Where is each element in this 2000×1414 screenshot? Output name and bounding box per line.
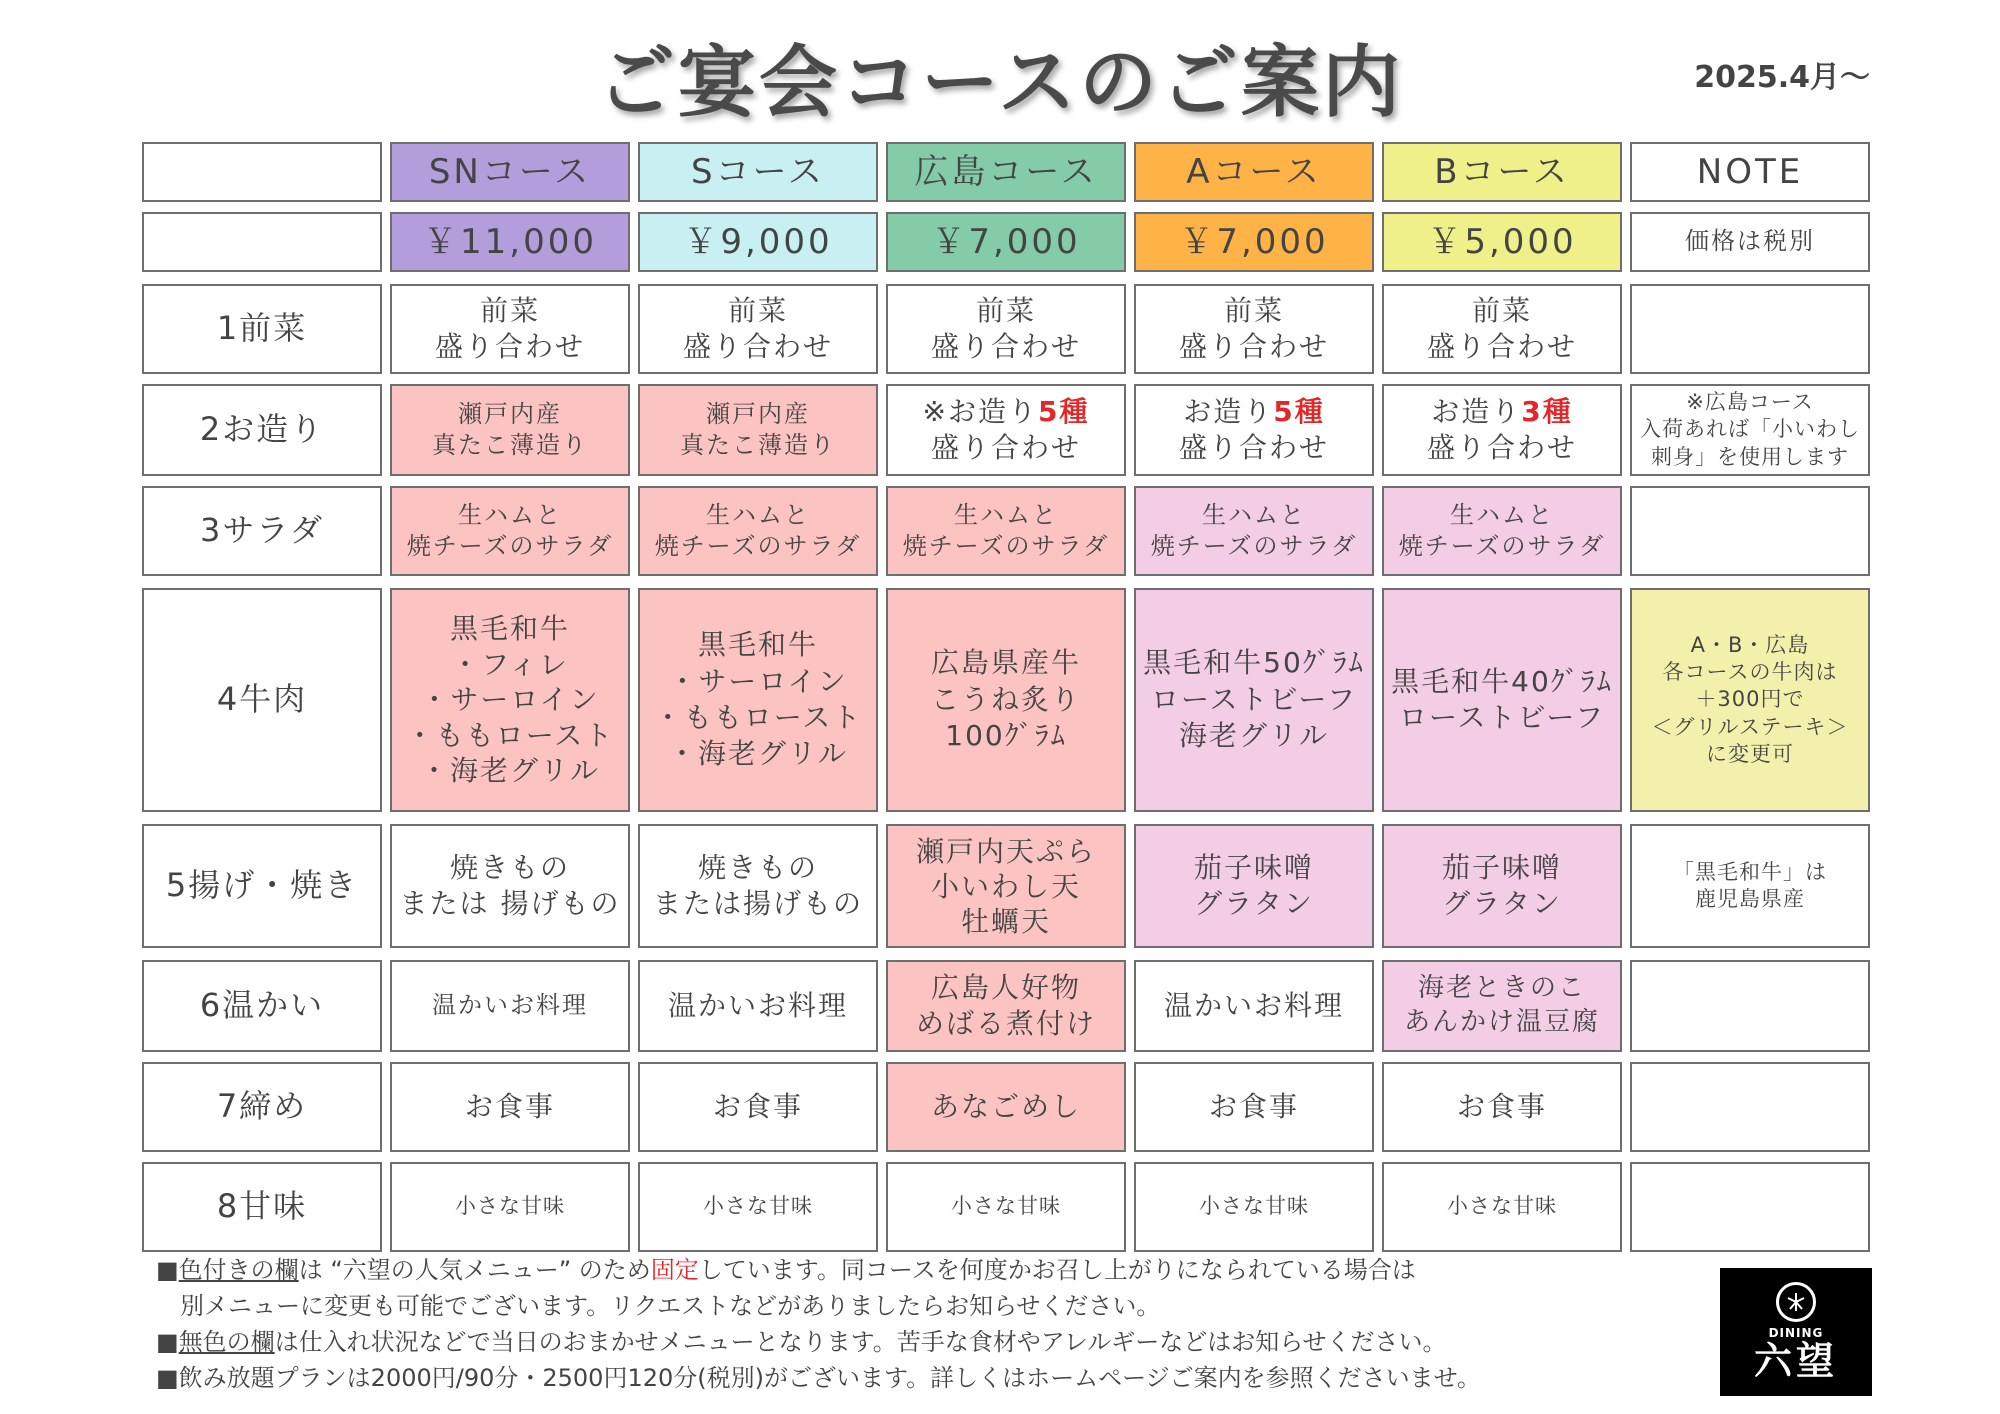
menu-cell: 黒毛和牛 ・フィレ ・サーロイン ・ももロースト ・海老グリル xyxy=(390,588,630,812)
menu-cell: 茄子味噌 グラタン xyxy=(1382,824,1622,948)
note-cell xyxy=(1630,960,1870,1052)
note-cell xyxy=(1630,1162,1870,1252)
note-cell: A・B・広島 各コースの牛肉は ＋300円で ＜グリルステーキ＞ に変更可 xyxy=(1630,588,1870,812)
menu-cell: 前菜 盛り合わせ xyxy=(390,284,630,374)
row-label-beef: 4牛肉 xyxy=(142,588,382,812)
menu-cell: 焼きもの または 揚げもの xyxy=(390,824,630,948)
menu-cell: 前菜 盛り合わせ xyxy=(1134,284,1374,374)
price-hiroshima: ￥7,000 xyxy=(886,212,1126,272)
menu-cell: 黒毛和牛50ｸﾞﾗﾑ ローストビーフ 海老グリル xyxy=(1134,588,1374,812)
menu-cell: お食事 xyxy=(390,1062,630,1152)
menu-cell: 生ハムと 焼チーズのサラダ xyxy=(886,486,1126,576)
footnote-2: ■無色の欄は仕入れ状況などで当日のおまかせメニューとなります。苦手な食材やアレルギーなどはお知らせください。 xyxy=(156,1328,1447,1356)
sashimi-suffix: 盛り合わせ xyxy=(1426,431,1577,464)
menu-cell: あなごめし xyxy=(886,1062,1126,1152)
row-label-appetizer: 1前菜 xyxy=(142,284,382,374)
sashimi-prefix: ※お造り xyxy=(922,394,1038,428)
menu-cell: お食事 xyxy=(1382,1062,1622,1152)
colored-cells-term: 色付きの欄 xyxy=(178,1256,299,1284)
date-label: 2025.4月〜 xyxy=(1694,60,1870,95)
price-b: ￥5,000 xyxy=(1382,212,1622,272)
sashimi-count: 3種 xyxy=(1521,394,1573,428)
row-label-dessert: 8甘味 xyxy=(142,1162,382,1252)
course-header-a: Aコース xyxy=(1134,142,1374,202)
row-label-fried-grilled: 5揚げ・焼き xyxy=(142,824,382,948)
crest-icon xyxy=(1776,1282,1816,1322)
course-header-b: Bコース xyxy=(1382,142,1622,202)
menu-cell: 生ハムと 焼チーズのサラダ xyxy=(638,486,878,576)
menu-cell xyxy=(1382,384,1622,476)
row-label-finish: 7締め xyxy=(142,1062,382,1152)
menu-cell: 前菜 盛り合わせ xyxy=(1382,284,1622,374)
price-s: ￥9,000 xyxy=(638,212,878,272)
price-a: ￥7,000 xyxy=(1134,212,1374,272)
row-label-salad: 3サラダ xyxy=(142,486,382,576)
header-blank xyxy=(142,142,382,202)
sashimi-suffix: 盛り合わせ xyxy=(930,431,1081,464)
menu-cell: 生ハムと 焼チーズのサラダ xyxy=(1134,486,1374,576)
restaurant-logo xyxy=(1720,1268,1872,1396)
menu-cell: 黒毛和牛40ｸﾞﾗﾑ ローストビーフ xyxy=(1382,588,1622,812)
menu-cell: 小さな甘味 xyxy=(390,1162,630,1252)
menu-cell: 広島人好物 めばる煮付け xyxy=(886,960,1126,1052)
menu-cell: 小さな甘味 xyxy=(638,1162,878,1252)
footnote-1-cont: 別メニューに変更も可能でございます。リクエストなどがありましたらお知らせください。 xyxy=(180,1292,1161,1320)
note-cell: ※広島コース 入荷あれば「小いわし 刺身」を使用します xyxy=(1630,384,1870,476)
row-label-sashimi: 2お造り xyxy=(142,384,382,476)
menu-cell: お食事 xyxy=(638,1062,878,1152)
logo-dining-text: DINING xyxy=(1768,1326,1824,1340)
note-cell xyxy=(1630,486,1870,576)
sashimi-prefix: お造り xyxy=(1431,394,1522,428)
menu-cell: 広島県産牛 こうね炙り 100ｸﾞﾗﾑ xyxy=(886,588,1126,812)
sashimi-count: 5種 xyxy=(1037,394,1090,428)
menu-cell: お食事 xyxy=(1134,1062,1374,1152)
menu-cell xyxy=(886,384,1126,476)
price-note: 価格は税別 xyxy=(1630,212,1870,272)
sashimi-count: 5種 xyxy=(1273,394,1325,428)
menu-cell: 生ハムと 焼チーズのサラダ xyxy=(1382,486,1622,576)
menu-cell: 瀬戸内産 真たこ薄造り xyxy=(390,384,630,476)
sashimi-prefix: お造り xyxy=(1183,394,1274,428)
course-header-s: Sコース xyxy=(638,142,878,202)
course-header-note: NOTE xyxy=(1630,142,1870,202)
menu-cell: 海老ときのこ あんかけ温豆腐 xyxy=(1382,960,1622,1052)
uncolored-cells-term: 無色の欄 xyxy=(178,1328,275,1356)
menu-cell xyxy=(1134,384,1374,476)
menu-cell: 前菜 盛り合わせ xyxy=(886,284,1126,374)
menu-cell: 小さな甘味 xyxy=(1382,1162,1622,1252)
menu-cell: 小さな甘味 xyxy=(886,1162,1126,1252)
menu-cell: 温かいお料理 xyxy=(390,960,630,1052)
note-cell xyxy=(1630,284,1870,374)
menu-cell: 茄子味噌 グラタン xyxy=(1134,824,1374,948)
menu-cell: 温かいお料理 xyxy=(638,960,878,1052)
note-cell: 「黒毛和牛」は 鹿児島県産 xyxy=(1630,824,1870,948)
menu-cell: 前菜 盛り合わせ xyxy=(638,284,878,374)
course-header-hiroshima: 広島コース xyxy=(886,142,1126,202)
menu-cell: 小さな甘味 xyxy=(1134,1162,1374,1252)
logo-brand-text: 六望 xyxy=(1753,1339,1838,1383)
price-sn: ￥11,000 xyxy=(390,212,630,272)
menu-cell: 焼きもの または揚げもの xyxy=(638,824,878,948)
footnote-1: ■色付きの欄は “六望の人気メニュー” のため固定しています。同コースを何度かお召し上がりになられている場合は xyxy=(156,1256,1416,1284)
price-blank xyxy=(142,212,382,272)
menu-cell: 黒毛和牛 ・サーロイン ・ももロースト ・海老グリル xyxy=(638,588,878,812)
row-label-warm: 6温かい xyxy=(142,960,382,1052)
note-cell xyxy=(1630,1062,1870,1152)
fixed-term: 固定 xyxy=(650,1256,699,1284)
footnotes xyxy=(156,1252,1481,1396)
menu-cell: 瀬戸内産 真たこ薄造り xyxy=(638,384,878,476)
menu-cell: 生ハムと 焼チーズのサラダ xyxy=(390,486,630,576)
footnote-3: ■飲み放題プランは2000円/90分・2500円120分(税別)がございます。詳しくはホームページご案内を参照くださいませ。 xyxy=(156,1364,1481,1392)
course-header-sn: SNコース xyxy=(390,142,630,202)
menu-cell: 瀬戸内天ぷら 小いわし天 牡蠣天 xyxy=(886,824,1126,948)
sashimi-suffix: 盛り合わせ xyxy=(1178,431,1329,464)
menu-cell: 温かいお料理 xyxy=(1134,960,1374,1052)
page-title: ご宴会コースのご案内 xyxy=(596,38,1404,128)
